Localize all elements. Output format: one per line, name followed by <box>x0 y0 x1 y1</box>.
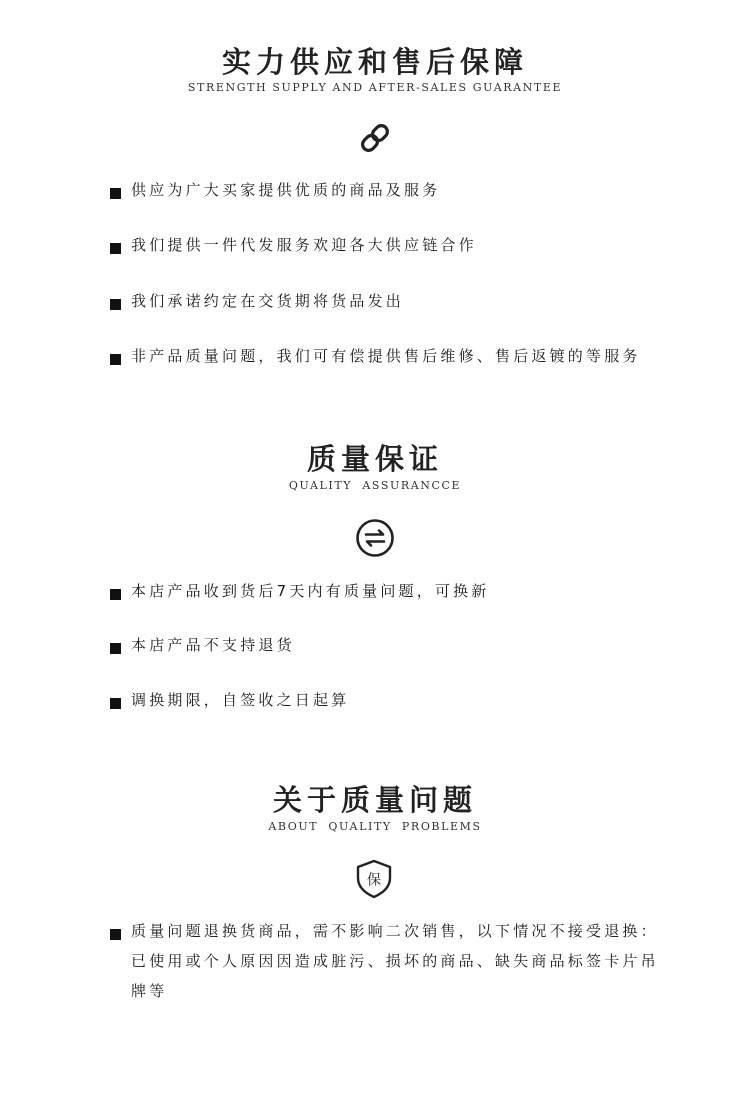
shield-icon-text: 保 <box>367 872 381 889</box>
list-item <box>110 294 670 316</box>
section-title: 关于质量问题 <box>272 783 477 817</box>
list-item-text: 供应为广大买家提供优质的商品及服务 <box>131 181 441 199</box>
list-item <box>110 183 670 205</box>
shield-icon <box>354 858 394 898</box>
section-title: 质量保证 <box>306 442 443 476</box>
list-item <box>110 924 670 1006</box>
bullet <box>110 188 121 199</box>
section-subtitle: ABOUT QUALITY PROBLEMS <box>268 820 482 833</box>
bullet <box>110 299 121 310</box>
list-item-text: 调换期限，自签收之日起算 <box>131 691 350 709</box>
chain-link-icon <box>355 118 395 158</box>
bullet <box>110 643 121 654</box>
bullet <box>110 589 121 600</box>
list-item-text: 非产品质量问题，我们可有偿提供售后维修、售后返镀的等服务 <box>131 347 641 365</box>
section-subtitle: QUALITY ASSURANCCE <box>288 479 462 492</box>
exchange-arrows-icon <box>355 518 395 558</box>
list-item <box>110 349 670 371</box>
bullet <box>110 929 121 940</box>
bullet <box>110 698 121 709</box>
section-title: 实力供应和售后保障 <box>221 45 528 79</box>
list-item <box>110 638 670 660</box>
section-subtitle: STRENGTH SUPPLY AND AFTER-SALES GUARANTEE <box>187 81 563 94</box>
bullet <box>110 243 121 254</box>
list-item-text: 我们承诺约定在交货期将货品发出 <box>131 292 405 310</box>
list-item <box>110 693 670 715</box>
list-item <box>110 238 670 260</box>
list-item-text: 本店产品收到货后7天内有质量问题，可换新 <box>131 582 490 600</box>
list-item <box>110 584 670 606</box>
list-item-text: 质量问题退换货商品，需不影响二次销售，以下情况不接受退换：已使用或个人原因因造成脏污、损坏的商品、缺失商品标签卡片吊牌等 <box>131 922 659 1000</box>
list-item-text: 本店产品不支持退货 <box>131 636 295 654</box>
bullet <box>110 354 121 365</box>
list-item-text: 我们提供一件代发服务欢迎各大供应链合作 <box>131 236 477 254</box>
